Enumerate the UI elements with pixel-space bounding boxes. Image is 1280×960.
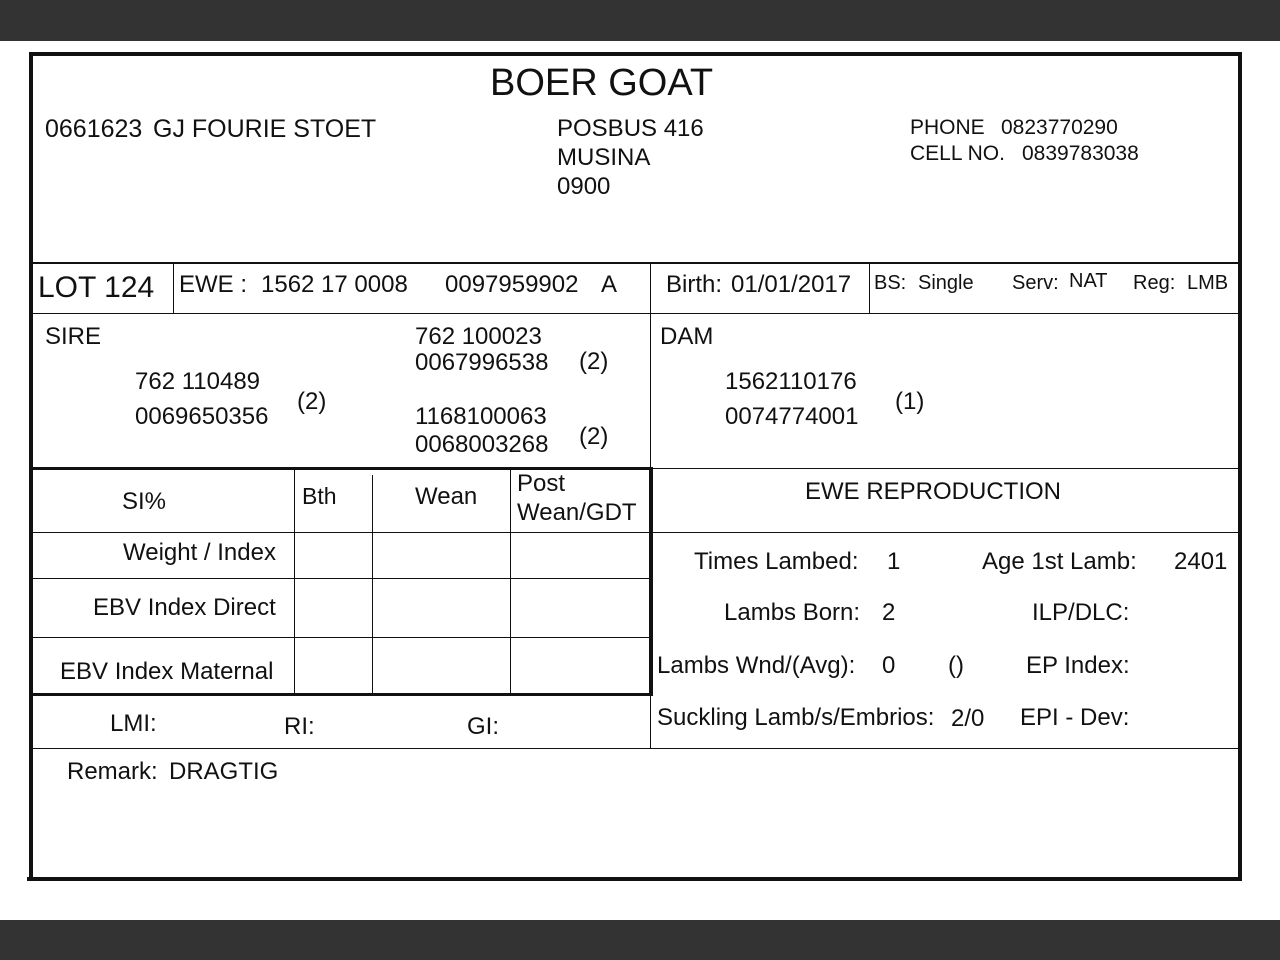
address-line-3: 0900: [557, 173, 611, 200]
rule-perf-row2: [33, 637, 652, 638]
sire-registration: 0069650356: [135, 403, 269, 430]
reproduction-title: EWE REPRODUCTION: [805, 478, 1062, 505]
lambs-born-value: 2: [882, 599, 896, 626]
dam-id: 1562110176: [725, 368, 857, 395]
epi-dev-label: EPI - Dev:: [1020, 704, 1130, 731]
times-lambed-label: Times Lambed:: [694, 548, 859, 575]
card-border-right: [1238, 52, 1242, 881]
rule-perf-header: [33, 532, 1238, 533]
lmi-label: LMI:: [110, 710, 157, 737]
rule-perf-col2: [372, 475, 373, 695]
sire-dam-registration: 0068003268: [415, 431, 549, 458]
suckling-label: Suckling Lamb/s/Embrios:: [657, 704, 935, 731]
sire-label: SIRE: [45, 323, 102, 350]
phone-label: PHONE: [910, 116, 985, 139]
rule-perf-bottom: [33, 693, 652, 696]
age-first-lamb-value: 2401: [1174, 548, 1228, 575]
times-lambed-value: 1: [887, 548, 901, 575]
bs-label: BS:: [874, 272, 907, 294]
rule-perf-col1: [294, 468, 295, 695]
sire-sire-registration: 0067996538: [415, 349, 549, 376]
lambs-weaned-avg: (): [948, 652, 964, 679]
rule-lot-bottom: [33, 313, 1238, 314]
birth-label: Birth:: [666, 271, 723, 298]
cell-number: 0839783038: [1022, 142, 1139, 165]
lambs-born-label: Lambs Born:: [724, 599, 861, 626]
sire-sire-grade: (2): [579, 348, 609, 375]
sire-dam-id: 1168100063: [415, 403, 547, 430]
serv-label: Serv:: [1012, 272, 1059, 294]
lambs-weaned-value: 0: [882, 652, 896, 679]
rule-header-bottom: [33, 262, 1238, 264]
address-line-1: POSBUS 416: [557, 115, 704, 142]
dam-label: DAM: [660, 323, 714, 350]
ri-label: RI:: [284, 713, 315, 740]
dam-grade: (1): [895, 388, 925, 415]
bs-value: Single: [918, 272, 974, 294]
rule-perf-row1: [33, 578, 652, 579]
suckling-value: 2/0: [951, 705, 985, 732]
sire-sire-id: 762 100023: [415, 323, 542, 350]
sire-grade: (2): [297, 388, 327, 415]
rule-perf-col3: [510, 468, 511, 695]
card-border-bottom: [27, 877, 1242, 881]
ilp-dlc-label: ILP/DLC:: [1032, 599, 1130, 626]
perf-header-si: SI%: [122, 488, 167, 515]
ep-index-label: EP Index:: [1026, 652, 1130, 679]
sire-dam-grade: (2): [579, 423, 609, 450]
card-title: BOER GOAT: [490, 62, 714, 104]
rule-remark-top: [33, 748, 1238, 749]
breeder-name: GJ FOURIE STOET: [153, 115, 377, 143]
perf-header-bth: Bth: [302, 483, 337, 509]
phone-number: 0823770290: [1001, 116, 1118, 139]
reg-value: LMB: [1187, 272, 1229, 294]
reg-label: Reg:: [1133, 272, 1176, 294]
cell-label: CELL NO.: [910, 142, 1005, 165]
rule-birth-divider: [869, 263, 870, 314]
rule-lot-divider: [173, 263, 174, 314]
remark-value: DRAGTIG: [169, 758, 279, 785]
rule-perf-right-bold: [649, 467, 653, 696]
ewe-label: EWE :: [179, 271, 248, 298]
dam-registration: 0074774001: [725, 403, 859, 430]
ewe-registration: 0097959902: [445, 271, 579, 298]
serv-value: NAT: [1069, 270, 1108, 292]
ewe-grade: A: [601, 271, 618, 298]
perf-row-weight-index: Weight / Index: [123, 539, 276, 566]
birth-date: 01/01/2017: [731, 271, 852, 298]
perf-row-ebv-maternal: EBV Index Maternal: [60, 658, 274, 685]
perf-header-post-wean: Wean/GDT: [517, 499, 637, 526]
perf-row-ebv-direct: EBV Index Direct: [93, 594, 276, 621]
lot-number: LOT 124: [38, 271, 155, 304]
perf-header-post: Post: [517, 470, 566, 497]
perf-header-wean: Wean: [415, 483, 478, 510]
rule-pedigree-bottom-right: [652, 468, 1238, 469]
lambs-weaned-label: Lambs Wnd/(Avg):: [657, 652, 856, 679]
gi-label: GI:: [467, 713, 500, 740]
age-first-lamb-label: Age 1st Lamb:: [982, 548, 1137, 575]
breeder-code: 0661623: [45, 115, 143, 143]
ewe-id: 1562 17 0008: [261, 271, 408, 298]
card-border-top: [29, 52, 1242, 56]
sire-id: 762 110489: [135, 368, 261, 395]
remark-label: Remark:: [67, 758, 158, 785]
address-line-2: MUSINA: [557, 144, 651, 171]
